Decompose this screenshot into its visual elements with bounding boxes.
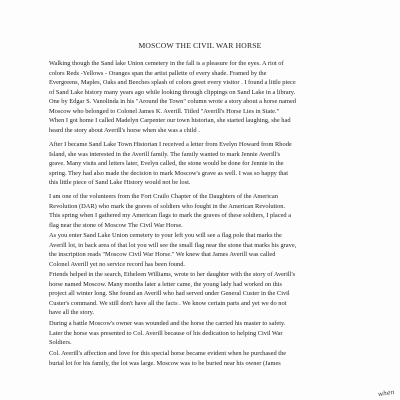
text-line: As you enter Sand Lake Union cemetery to your left you will see a flag pole that marks the <box>49 232 282 239</box>
text-line: grave. Many visits and letters later, Evelyn called, the stone would be done for Jennie in the <box>49 160 284 168</box>
paragraph-3 <box>49 192 367 230</box>
text-line: colors Reds -Yellows - Oranges span the artist pallette of every shade. Framed by the <box>49 69 267 77</box>
text-line: Soldiers. <box>49 339 72 347</box>
text-line: flag near the stone of Moscow The Civil War Horse. <box>49 221 183 229</box>
text-line: After I became Sand Lake Town Historian I received a letter from Evelyn Howard from Rhode <box>49 141 292 148</box>
paragraph-2 <box>49 140 367 188</box>
text-line: Island, she was interested in the Averill family. The family wanted to mark Jennie Averill's <box>49 150 281 158</box>
text-line: I am one of the volunteers from the Fort Crailo Chapter of the Daughters of the American <box>49 193 278 200</box>
paragraph-5 <box>49 270 367 318</box>
text-line: the inscription reads "Moscow Civil War Horse." We knew that James Averill was called <box>49 251 276 259</box>
paragraph-4 <box>49 231 367 269</box>
text-line: Later the horse was presented to Col. Averill because of his dedication to helping Civil War <box>49 329 283 337</box>
text-line: During a battle Moscow's owner was wounded and the horse the carried his master to safety. <box>49 320 286 327</box>
text-line: Walking though the Sand lake Union cemetery in the fall is a pleasure for the eyes. A riot of <box>49 60 284 67</box>
text-line: This spring when I gathered my American flags to mark the graves of these soldiers, I placed a <box>49 212 292 220</box>
text-line: spring. They had also made the decision to mark Moscow's grave as well. I was so happy that <box>49 169 289 177</box>
text-line: Custer's command. We still don't have all the facts . We know certain parts and yet we do not <box>49 299 287 307</box>
text-line: have all the story. <box>49 309 95 317</box>
text-line: Revolution (DAR) who mark the graves of soldiers who fought in the American Revolution. <box>49 202 286 210</box>
text-line: horse named Moscow. Many months later a letter came, the young lady had worked on this <box>49 280 282 288</box>
document-title: MOSCOW THE CIVIL WAR HORSE <box>138 41 262 50</box>
paragraph-6 <box>49 319 367 348</box>
text-line: of Sand Lake history many years ago while looking through clippings on Sand Lake in a library. <box>49 88 296 96</box>
paragraph-7 <box>49 349 367 368</box>
text-line: Col. Averill's affection and love for this special horse became evident when he purchased the <box>49 350 287 357</box>
text-line: heard the story about Averill's horse when she was a child . <box>49 126 200 134</box>
text-line: When I got home I called Madelyn Carpenter our town historian, she started laughing, she had <box>49 117 291 125</box>
paragraph-1 <box>49 59 367 135</box>
text-line: Evergreens, Maples, Oaks and Beeches splash of colors greet every visitor . I found a little piece <box>49 79 296 87</box>
text-line: One by Edgar S. Vanolinda in his "Around the Town" column wrote a story about a horse named <box>49 98 296 106</box>
handwritten-margin-note: when <box>377 388 395 399</box>
text-line: Friends helped in the search, Etheleen Williams, wrote to her daughter with the story of Averill's <box>49 271 296 278</box>
text-line: Averill lot, in back area of that lot you will see the small flag near the stone that marks his grave, <box>49 241 297 249</box>
text-line: Colonel Averill yet no service record has been found. <box>49 260 185 268</box>
text-line: burial lot for his family, the lot was large. Moscow was to be buried near his owner (James <box>49 359 281 367</box>
text-line: project all winter long. She found an Averill who had served under General Custer in the Civil <box>49 290 290 298</box>
text-line: Moscow who belonged to Colonel James K. Averill. Titled "Averill's Horse Lies in State." <box>49 107 280 115</box>
text-line: this little piece of Sand Lake History would not be lost. <box>49 179 191 187</box>
